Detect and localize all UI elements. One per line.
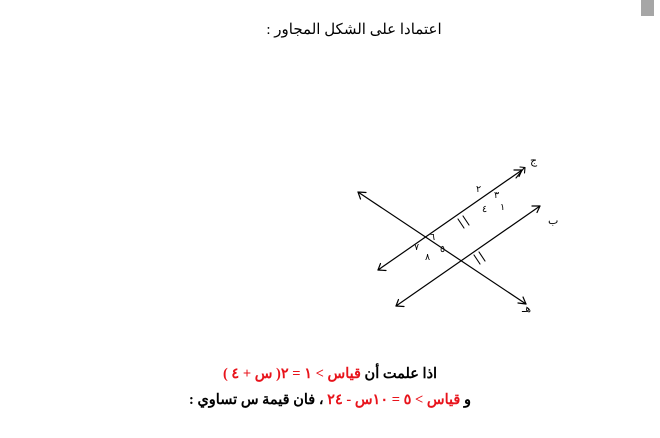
angle-label-3: ٣ [494, 191, 500, 201]
question-1-expression: قياس > ١ = ٢( س + ٤ ) [222, 366, 361, 382]
question-line-2 [0, 392, 660, 409]
question-2-prefix: و [460, 392, 471, 408]
question-2-expression: قياس > ٥ = ١٠س - ٢٤ [327, 392, 461, 408]
angle-label-2: ٢ [476, 185, 482, 195]
angle-label-7: ٧ [414, 243, 420, 253]
geometry-figure [330, 120, 590, 340]
question-2-suffix: ، فان قيمة س تساوي : [189, 392, 328, 408]
line-label-ba: ب [548, 215, 559, 227]
line-label-ha: هـ [522, 303, 532, 315]
angle-label-5: ٥ [440, 245, 446, 255]
angle-label-4: ٤ [482, 205, 488, 215]
angle-label-1: ١ [500, 203, 506, 213]
page-top-marker [641, 0, 654, 16]
line-label-ja: ج [530, 155, 538, 167]
angle-label-8: ٨ [425, 253, 431, 263]
angle-label-6: ٦ [430, 233, 436, 243]
heading-text [0, 20, 660, 39]
question-line-1 [0, 366, 660, 383]
question-1-prefix: اذا علمت أن [360, 366, 438, 382]
heading-label: اعتمادا على الشكل المجاور : [266, 22, 442, 38]
